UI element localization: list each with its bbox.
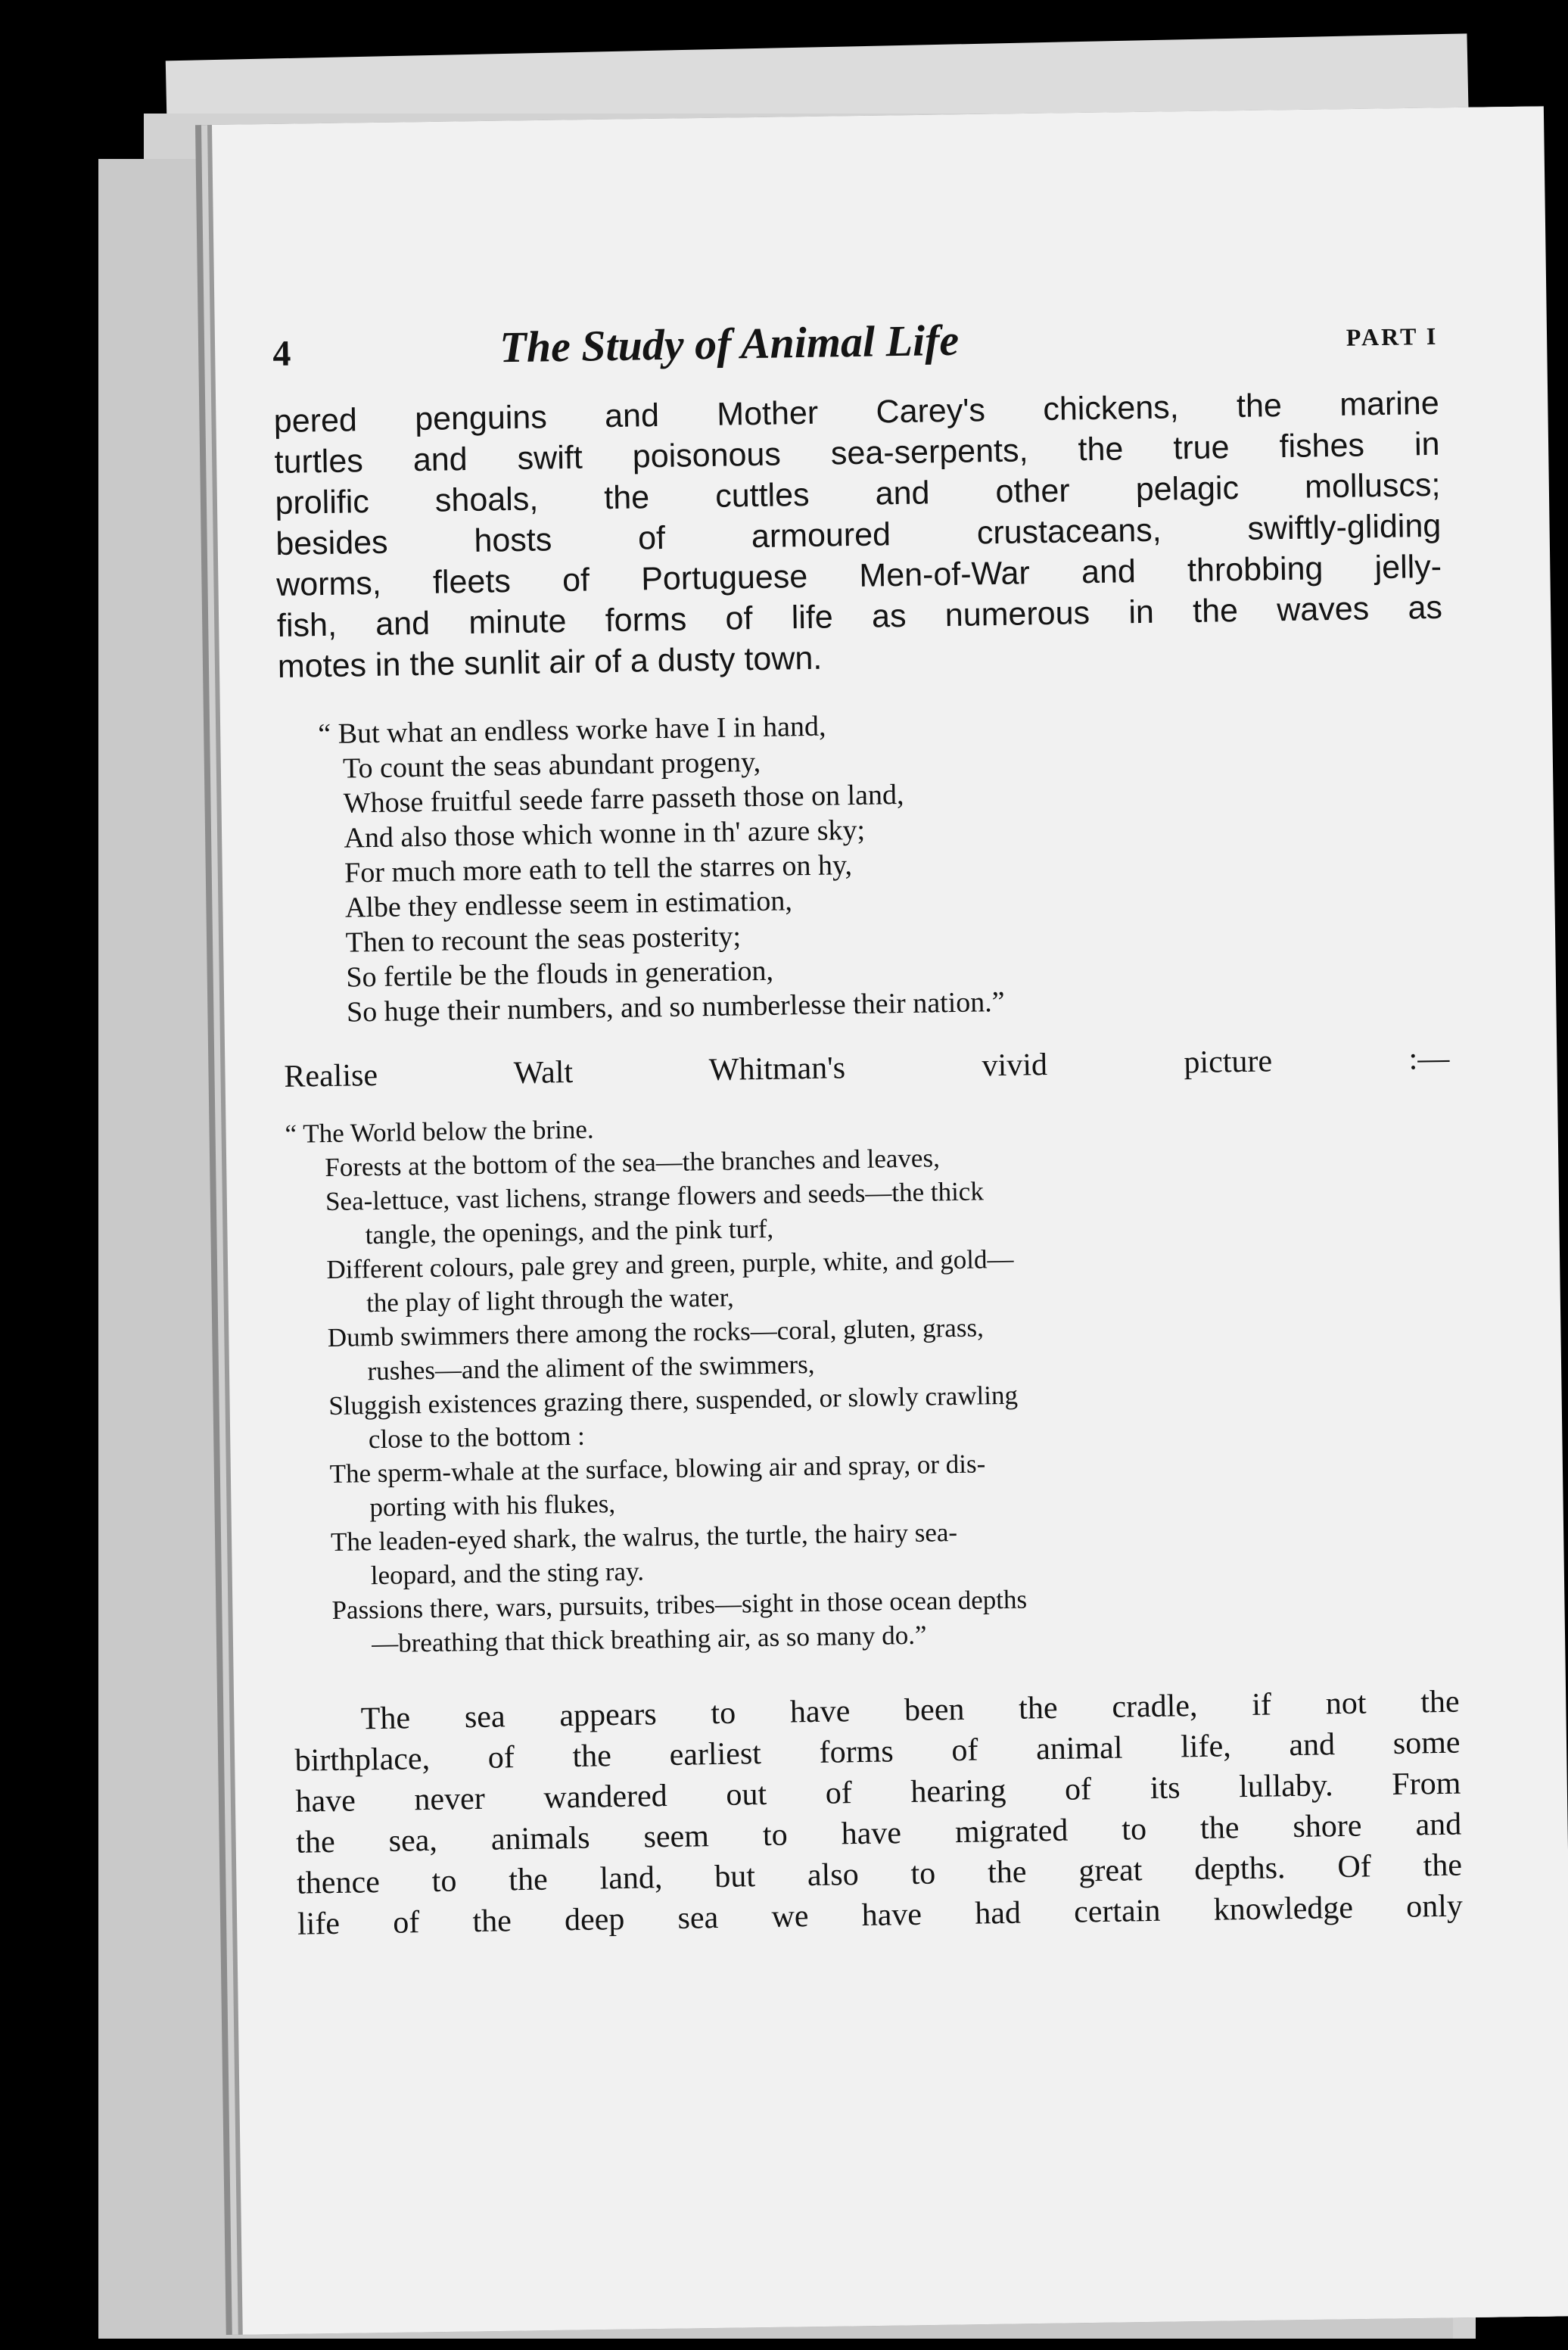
verse-line: To count the seas abundant progeny, bbox=[342, 745, 761, 785]
text-line: besides hosts of armoured crustaceans, swiftly-gliding bbox=[275, 507, 1442, 562]
verse-line: And also those which wonne in th' azure sky; bbox=[344, 814, 866, 854]
verse-line: “ But what an endless worke have I in hand, bbox=[318, 710, 826, 751]
verse-line: For much more eath to tell the starres on hy, bbox=[344, 849, 853, 889]
text-line: life of the deep sea we have had certain knowledge only bbox=[297, 1888, 1464, 1942]
paragraph-3 bbox=[294, 1682, 1463, 1945]
verse-line: Different colours, pale grey and green, purple, white, and gold— bbox=[326, 1243, 1014, 1285]
verse-line: close to the bottom : bbox=[368, 1421, 586, 1455]
verse-line: So fertile be the flouds in generation, bbox=[346, 954, 774, 994]
verse-line: rushes—and the aliment of the swimmers, bbox=[367, 1349, 815, 1387]
verse-line: Forests at the bottom of the sea—the branches and leaves, bbox=[325, 1143, 941, 1183]
text-line: The sea appears to have been the cradle, if not the bbox=[360, 1684, 1460, 1737]
paragraph-1 bbox=[273, 383, 1443, 687]
text-line: have never wandered out of hearing of its lullaby. From bbox=[295, 1766, 1461, 1819]
text-line: pered penguins and Mother Carey's chickens, the marine bbox=[273, 384, 1440, 440]
running-title: The Study of Animal Life bbox=[499, 315, 960, 372]
whitman-intro bbox=[284, 1040, 1450, 1096]
text-line: worms, fleets of Portuguese Men-of-War and throbbing jelly- bbox=[275, 548, 1442, 603]
verse-line: porting with his flukes, bbox=[369, 1489, 616, 1523]
text-line: motes in the sunlit air of a dusty town. bbox=[277, 640, 823, 685]
verse-line: The leaden-eyed shark, the walrus, the turtle, the hairy sea- bbox=[330, 1517, 958, 1557]
verse-line: So huge their numbers, and so numberlesse their nation.” bbox=[346, 985, 1005, 1029]
text-line: fish, and minute forms of life as numerous in the waves as bbox=[276, 589, 1443, 644]
intro-text: Realise Walt Whitman's vivid picture :— bbox=[284, 1041, 1450, 1094]
verse-line: —breathing that thick breathing air, as so many do.” bbox=[371, 1620, 927, 1659]
verse-line: The sperm-whale at the surface, blowing air and spray, or dis- bbox=[329, 1449, 986, 1489]
page-number: 4 bbox=[272, 333, 291, 374]
text-line: thence to the land, but also to the great depths. Of the bbox=[296, 1847, 1463, 1901]
verse-line: Then to recount the seas posterity; bbox=[345, 920, 742, 959]
whitman-quote bbox=[285, 1102, 1246, 1662]
verse-line: leopard, and the sting ray. bbox=[370, 1556, 645, 1591]
verse-line: Passions there, wars, pursuits, tribes—sight in those ocean depths bbox=[331, 1584, 1028, 1625]
text-line: turtles and swift poisonous sea-serpents, the true fishes in bbox=[274, 425, 1440, 481]
part-label: PART I bbox=[1346, 322, 1439, 351]
page-content bbox=[272, 315, 1463, 1945]
text-line: the sea, animals seem to have migrated to the shore and bbox=[295, 1807, 1462, 1860]
verse-line: “ The World below the brine. bbox=[285, 1114, 594, 1149]
verse-line: Sluggish existences grazing there, suspended, or slowly crawling bbox=[328, 1380, 1019, 1421]
text-line: birthplace, of the earliest forms of animal life, and some bbox=[294, 1725, 1461, 1779]
text-line: prolific shoals, the cuttles and other pelagic molluscs; bbox=[275, 466, 1441, 521]
spenser-quote bbox=[318, 699, 1448, 1030]
verse-line: Albe they endlesse seem in estimation, bbox=[344, 885, 793, 924]
verse-line: tangle, the openings, and the pink turf, bbox=[365, 1213, 774, 1250]
verse-line: Dumb swimmers there among the rocks—coral, gluten, grass, bbox=[327, 1312, 985, 1353]
verse-line: Sea-lettuce, vast lichens, strange flowers and seeds—the thick bbox=[325, 1176, 985, 1217]
verse-line: Whose fruitful seede farre passeth those on land, bbox=[343, 778, 904, 820]
verse-line: the play of light through the water, bbox=[366, 1282, 734, 1318]
